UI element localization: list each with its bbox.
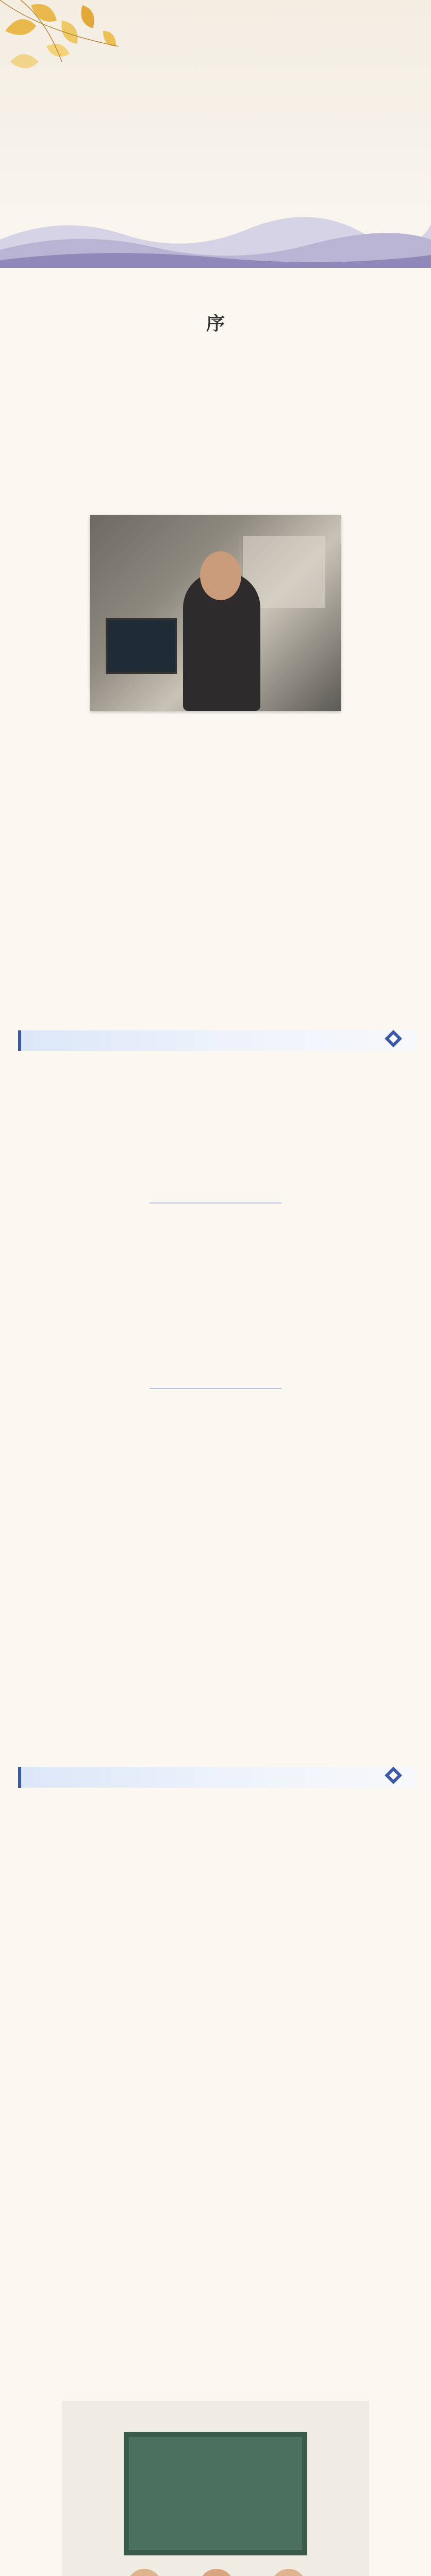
diamond-ornament-icon — [378, 1762, 409, 1792]
author-photo — [90, 515, 341, 711]
classroom-illustration — [62, 2401, 369, 2576]
mountain-decoration — [0, 204, 431, 268]
ginkgo-leaves-decoration — [0, 0, 155, 108]
subsection-underline — [150, 1388, 281, 1389]
diamond-ornament-icon — [378, 1025, 409, 1055]
section-heading-bar — [18, 1762, 413, 1792]
section-heading-bar — [18, 1025, 413, 1055]
preface-heading: 序 — [206, 313, 225, 334]
header-banner — [0, 0, 431, 268]
subsection-underline — [150, 1202, 281, 1204]
